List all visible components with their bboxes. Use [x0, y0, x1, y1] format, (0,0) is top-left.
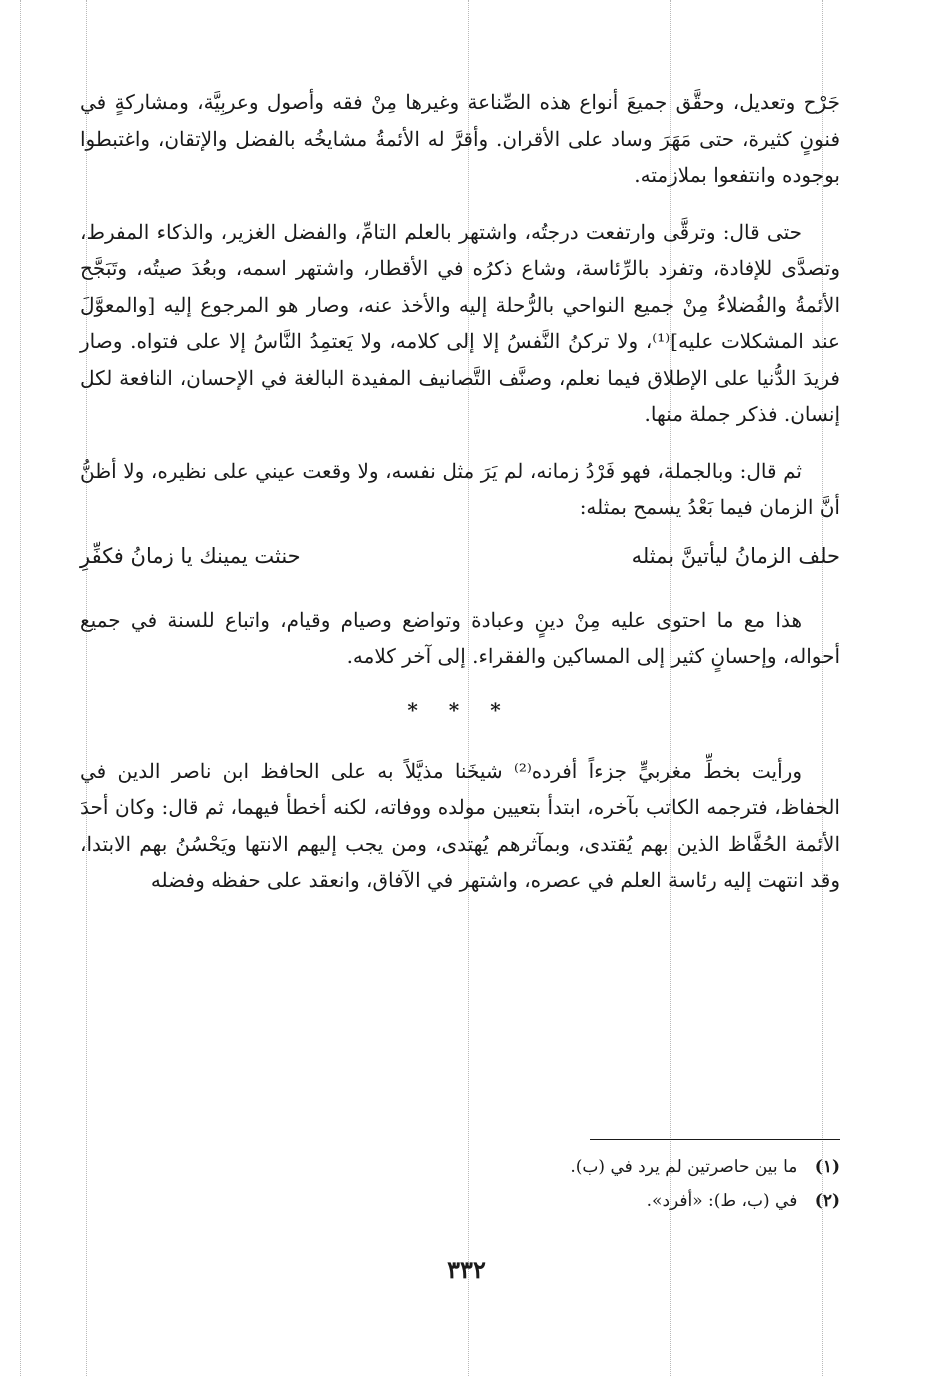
footnote-1-text: ما بين حاصرتين لم يرد في (ب). — [570, 1157, 798, 1177]
verse-second-hemistich: حنثت يمينك يا زمانُ فكفِّرِ — [80, 543, 301, 568]
paragraph-3: ثم قال: وبالجملة، فهو فَرْدُ زمانه، لم يَرَ مثل نفسه، ولا وقعت عيني على نظيره، ولا أظنُّ أنَّ الزمان فيما بَعْدُ يسمح بمثله: — [80, 458, 840, 519]
footnote-rule — [590, 1139, 840, 1140]
paragraph-5: ورأيت بخطِّ مغربيٍّ جزءاً أفرده⁽²⁾ شيخَنا مذيَّلاً به على الحافظ ابن ناصر الدين في الحفاظ، فترجمه الكاتب بآخره، ابتدأ بتعيين مولده ووفاته، لكنه أخطأ فيهما، ثم قال: وكان أحدَ الأئمة الحُفَّاظ الذين بهم يُقتدى، وبمآثرهم يُهتدى، ومن يجب إليهم الانتها ويَحْسُنُ بهم الابتدا، وقد انتهت إليه رئاسة العلم في عصره، واشتهر في الآفاق، وانعقد على حفظه وفضله — [80, 758, 841, 892]
footnote-2-text: في (ب، ط): «أفرد». — [646, 1191, 798, 1211]
footnote-1-number: (١) — [814, 1157, 840, 1177]
paragraph-1: جَرْح وتعديل، وحقَّق جميعَ أنواع هذه الصِّناعة وغيرها مِنْ فقه وأصول وعربِيَّة، ومشاركةٍ في فنونٍ كثيرة، حتى مَهَرَ وساد على الأقران. وأقرَّ له الأئمةُ مشايخُه بالفضل والإتقان، واغتبطوا بوجوده وانتفعوا بملازمته. — [80, 90, 840, 187]
footnote-1 — [140, 1150, 840, 1184]
paragraph-4: هذا مع ما احتوى عليه مِنْ دينٍ وعبادة وتواضع وصيام وقيام، واتباع للسنة في جميع أحواله، وإحسانٍ كثير إلى المساكين والفقراء. إلى آخر كلامه. — [80, 607, 840, 668]
page-number: ٣٣٢ — [447, 1255, 486, 1284]
footnote-2-number: (٢) — [814, 1191, 840, 1211]
footnotes — [140, 1150, 840, 1218]
page-body — [80, 84, 840, 919]
verse-first-hemistich: حلف الزمانُ ليأتينَّ بمثله — [631, 543, 840, 568]
section-separator: * * * — [407, 697, 513, 722]
poem-verse — [80, 536, 840, 576]
dotted-guide-left — [20, 0, 21, 1376]
footnote-2 — [140, 1184, 840, 1218]
paragraph-2: حتى قال: وترقَّى وارتفعت درجتُه، واشتهر بالعلم التامِّ، والفضل الغزير، والذكاء المفرط، وتصدَّى للإفادة، وتفرد بالرِّئاسة، وشاع ذكرُه في الأقطار، واشتهر اسمه، وبعُدَ صيتُه، وتَبَجَّح الأئمةُ والفُضلاءُ مِنْ جميع النواحي بالرُّحلة إليه والأخذ عنه، وصار هو المرجوع إليه [والمعوَّلَ عند المشكلات عليه]⁽¹⁾، ولا تركنُ النَّفسُ إلا إلى كلامه، ولا يَعتمِدُ النَّاسُ إلا على فتواه. وصار فريدَ الدُّنيا على الإطلاق فيما نعلم، وصنَّف التَّصانيف المفيدة البالغة في الإحسان، النافعة لكل إنسان. فذكر جملة منها. — [80, 219, 840, 426]
